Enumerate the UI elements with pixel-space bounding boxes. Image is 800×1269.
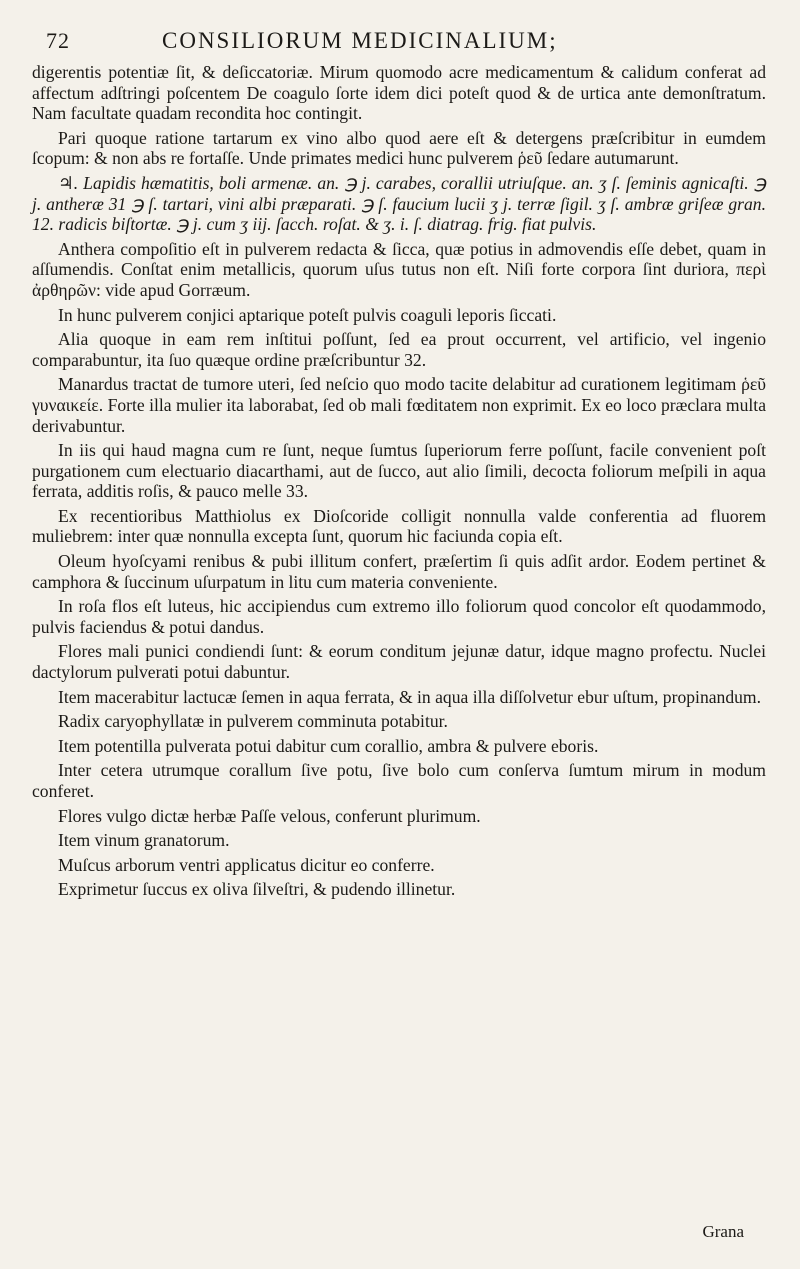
paragraph: Flores vulgo dictæ herbæ Paſſe velous, conferunt plurimum. [58, 805, 481, 826]
paragraph: Manardus tractat de tumore uteri, ſed neſcio quo modo tacite delabitur ad curationem legitimam ῥεῦ γυναικείε. Forte illa mulier ita laborabat, ſed ob mali fœditatem non exprimit. Ex eo loco præclara multa derivabuntur. [32, 374, 766, 436]
paragraph: Muſcus arborum ventri applicatus dicitur eo conferre. [58, 854, 435, 875]
paragraph: digerentis potentiæ ſit, & deſiccatoriæ. Mirum quomodo acre medicamentum & calidum conferat ad affectum adſtringi poſcentem De coagulo ſorte idem dici poteſt quod & de urtica ante demonſtratum. Nam facultate quadam recondita hoc contingit. [32, 62, 766, 124]
body-text [32, 62, 766, 900]
paragraph: Exprimetur ſuccus ex oliva ſilveſtri, & pudendo illinetur. [58, 879, 456, 900]
page-number: 72 [46, 28, 70, 53]
paragraph: Radix caryophyllatæ in pulverem comminuta potabitur. [58, 711, 448, 732]
page-header [32, 28, 766, 62]
paragraph: Inter cetera utrumque corallum ſive potu, ſive bolo cum conſerva ſumtum mirum in modum conferet. [32, 760, 766, 801]
paragraph: Oleum hyoſcyami renibus & pubi illitum confert, præſertim ſi quis adſit ardor. Eodem pertinet & camphora & ſuccinum uſurpatum in litu cum materia conveniente. [32, 551, 766, 592]
recipe-paragraph: ♃. Lapidis hæmatitis, boli armenæ. an. ℈ j. carabes, corallii utriuſque. an. ʒ ſ. ſeminis agnicaſti. ℈ j. antheræ 31 ℈ ſ. tartari, vini albi præparati. ℈ ſ. faucium lucii ʒ j. terræ ſigil. ʒ ſ. ambræ griſeæ gran. 12. radicis biſtortæ. ℈ j. cum ʒ iij. ſacch. roſat. & ʒ. i. ſ. diatrag. frig. fiat pulvis. [32, 172, 766, 235]
paragraph: In iis qui haud magna cum re ſunt, neque ſumtus ſuperiorum ferre poſſunt, facile convenient poſt purgationem cum electuario diacarthami, aut de ſucco, aut alio ſimili, decocta foliorum meſpili in aqua ferrata, additis roſis, & pauco melle 33. [32, 440, 766, 502]
paragraph: Anthera compoſitio eſt in pulverem redacta & ſicca, quæ potius in admovendis eſſe debet, quam in aſſumendis. Conſtat enim metallicis, quorum uſus tutus non eſt. Niſi forte corpora ſint duriora, περὶ ἀρθηρῶν: vide apud Gorræum. [32, 238, 766, 300]
paragraph: Item macerabitur lactucæ ſemen in aqua ferrata, & in aqua illa diſſolvetur ebur uſtum, propinandum. [58, 686, 762, 707]
paragraph: Alia quoque in eam rem inſtitui poſſunt, ſed ea prout occurrent, vel artificio, vel ingenio comparabuntur, ita ſuo quæque ordine præſcribuntur 32. [32, 329, 766, 370]
paragraph: In roſa flos eſt luteus, hic accipiendus cum extremo illo foliorum quod concolor eſt quodammodo, pulvis faciendus & potui dandus. [32, 596, 766, 637]
paragraph: Flores mali punici condiendi ſunt: & eorum conditum jejunæ datur, idque magno profectu. Nuclei dactylorum pulverati potui dabuntur. [32, 641, 766, 683]
paragraph: Item vinum granatorum. [58, 830, 230, 851]
paragraph: In hunc pulverem conjici aptarique poteſt pulvis coaguli leporis ſiccati. [58, 304, 557, 325]
paragraph: Ex recentioribus Matthiolus ex Dioſcoride colligit nonnulla valde conferentia ad fluorem muliebrem: inter quæ nonnulla excepta ſunt, quorum hic faciunda copia eſt. [32, 505, 766, 547]
catchword: Grana [702, 1222, 744, 1241]
running-title: CONSILIORUM MEDICINALIUM; [162, 28, 558, 53]
paragraph: Pari quoque ratione tartarum ex vino albo quod aere eſt & detergens præſcribitur in eumdem ſcopum: & non abs re fortaſſe. Unde primates medici hunc pulverem ῥεῦ ſedare autumarunt. [32, 127, 766, 169]
paragraph: Item potentilla pulverata potui dabitur cum corallio, ambra & pulvere eboris. [58, 735, 599, 756]
